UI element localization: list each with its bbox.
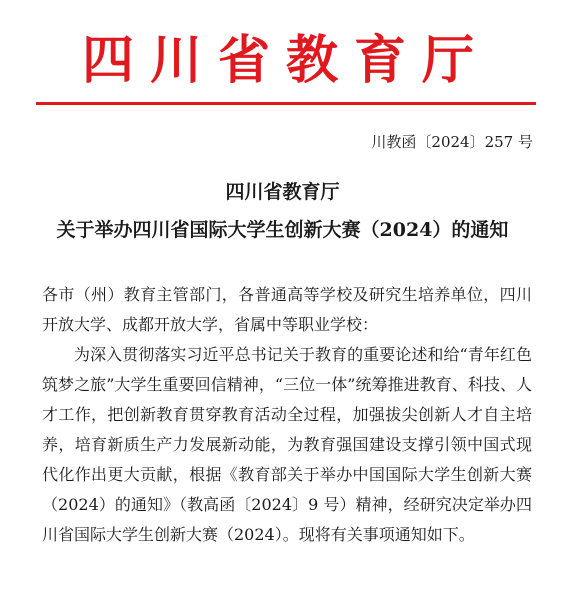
document-number: 川教函〔2024〕257 号 bbox=[371, 133, 533, 151]
document-title-issuer: 四川省教育厅 bbox=[225, 181, 340, 203]
recipients-paragraph: 各市（州）教育主管部门，各普通高等学校及研究生培养单位，四川开放大学、成都开放大学，省属中等职业学校： bbox=[42, 285, 532, 334]
document-body bbox=[42, 280, 532, 550]
masthead-red-rule bbox=[36, 102, 536, 105]
document-title-subject: 关于举办四川省国际大学生创新大赛（2024）的通知 bbox=[56, 219, 509, 241]
masthead-org-name: 四川省教育厅 bbox=[81, 31, 490, 91]
body-paragraph: 为深入贯彻落实习近平总书记关于教育的重要论述和给“青年红色筑梦之旅”大学生重要回信精神，“三位一体”统筹推进教育、科技、人才工作，把创新教育贯穿教育活动全过程，加强拔尖创新人才自主培养，培育新质生产力发展新动能，为教育强国建设支撑引领中国式现代化作出更大贡献，根据《教育部关于举办中国国际大学生创新大赛（2024）的通知》（教高函〔2024〕9 号）精神，经研究决定举办四川省国际大学生创新大赛（2024）。现将有关事项通知如下。 bbox=[42, 345, 532, 544]
